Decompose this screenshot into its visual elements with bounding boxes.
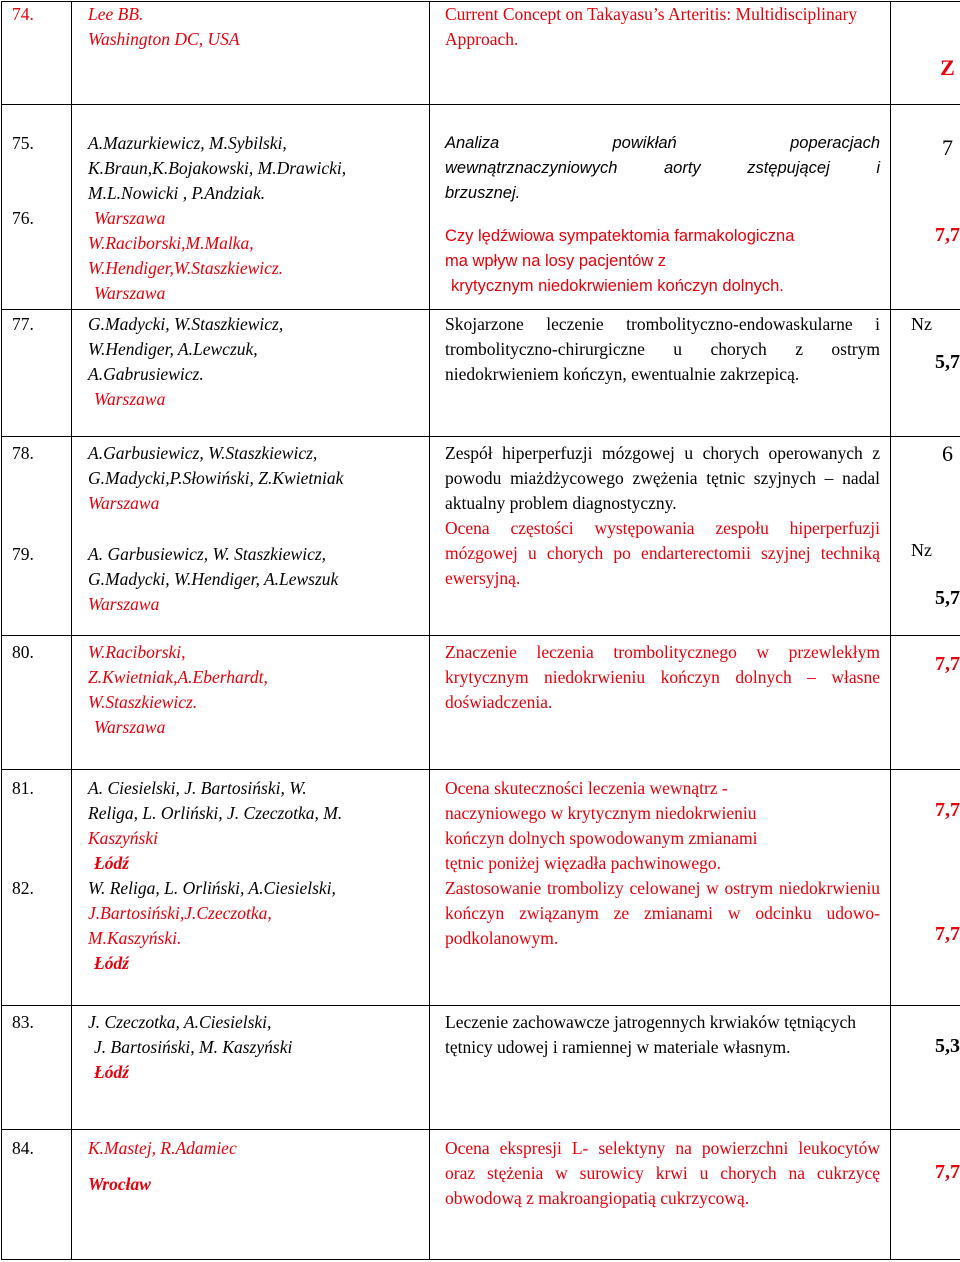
score: 7,7 (935, 799, 960, 821)
authors: K.Mastej, R.Adamiec (88, 1138, 237, 1158)
authors: A.Garbusiewicz, W.Staszkiewicz, (88, 443, 318, 463)
entry-number: 79. (12, 544, 34, 564)
score: 5,7 (935, 587, 960, 609)
entry-number: 80. (12, 642, 34, 662)
entry-number-cell (2, 1130, 72, 1260)
entry-number: 75. (12, 133, 34, 153)
score: 5,3 (935, 1035, 960, 1057)
city: Warszawa (94, 717, 166, 737)
title-cell (430, 636, 891, 770)
city: Warszawa (94, 208, 166, 228)
authors-cell (72, 636, 430, 770)
authors: A.Mazurkiewicz, M.Sybilski, (88, 133, 287, 153)
authors-cell (72, 105, 430, 310)
authors: W.Staszkiewicz. (88, 692, 198, 712)
title: Ocena skuteczności leczenia wewnątrz - (445, 778, 728, 798)
table-row (2, 1130, 960, 1260)
score: 7,7 (935, 1161, 960, 1183)
authors-cell (72, 437, 430, 636)
authors-cell (72, 310, 430, 437)
score-cell (891, 437, 960, 636)
title: Leczenie zachowawcze jatrogennych krwiaków tętniących tętnicy udowej i ramiennej w materiale własnym. (445, 1012, 857, 1057)
city: Łódź (94, 1062, 129, 1082)
title: wewnątrznaczyniowych aorty zstępującej i (445, 159, 880, 177)
title: Znaczenie leczenia trombolitycznego w przewlekłym krytycznym niedokrwieniu kończyn dolnych – własne doświadczenia. (445, 642, 880, 712)
title-cell (430, 770, 891, 1006)
authors: W.Raciborski, (88, 642, 186, 662)
entry-number: 74. (12, 4, 34, 24)
table-row (2, 1006, 960, 1130)
table-row (2, 105, 960, 310)
authors: A. Garbusiewicz, W. Staszkiewicz, (88, 544, 327, 564)
title: kończyn dolnych spowodowanym zmianami (445, 828, 758, 848)
entry-number-cell (2, 310, 72, 437)
not-qualified-mark: Nz (911, 540, 932, 560)
title: tętnic poniżej więzadła pachwinowego. (445, 853, 722, 873)
table-row (2, 2, 960, 105)
authors: Kaszyński (88, 828, 158, 848)
title-cell (430, 2, 891, 105)
title: Ocena częstości występowania zespołu hiperperfuzji mózgowej u chorych po endarterectomii szyjnej techniką ewersyjną. (445, 518, 880, 588)
title: krytycznym niedokrwieniem kończyn dolnych. (451, 277, 784, 295)
city: Warszawa (88, 493, 160, 513)
authors: K.Braun,K.Bojakowski, M.Drawicki, (88, 158, 347, 178)
score: 7 (942, 135, 953, 160)
title: ma wpływ na losy pacjentów z (445, 252, 667, 270)
table-row (2, 310, 960, 437)
score-cell (891, 1130, 960, 1260)
city: Wrocław (88, 1174, 151, 1194)
authors-cell (72, 1130, 430, 1260)
city: Łódź (94, 953, 129, 973)
title-cell (430, 105, 891, 310)
authors: G.Madycki, W.Staszkiewicz, (88, 314, 284, 334)
score-cell (891, 2, 960, 105)
score: 6 (942, 441, 953, 466)
title: brzusznej. (445, 184, 521, 202)
city: Warszawa (94, 389, 166, 409)
score-cell (891, 636, 960, 770)
city: Łódź (94, 853, 129, 873)
entry-number: 78. (12, 443, 34, 463)
title: naczyniowego w krytycznym niedokrwieniu (445, 803, 757, 823)
title-cell (430, 310, 891, 437)
authors: W. Religa, L. Orliński, A.Ciesielski, (88, 878, 336, 898)
score: 7,7 (935, 224, 960, 246)
entry-number: 83. (12, 1012, 34, 1032)
authors-cell (72, 2, 430, 105)
authors: Z.Kwietniak,A.Eberhardt, (88, 667, 268, 687)
title-cell (430, 1006, 891, 1130)
score: 5,7 (935, 351, 960, 373)
city: Warszawa (88, 594, 160, 614)
entry-number-cell (2, 437, 72, 636)
title-cell (430, 437, 891, 636)
entry-number-cell (2, 1006, 72, 1130)
authors: Religa, L. Orliński, J. Czeczotka, M. (88, 803, 343, 823)
table-row (2, 770, 960, 1006)
score-cell (891, 770, 960, 1006)
entry-number-cell (2, 105, 72, 310)
authors-cell (72, 770, 430, 1006)
authors: W.Hendiger, A.Lewczuk, (88, 339, 258, 359)
authors: W.Hendiger,W.Staszkiewicz. (88, 258, 284, 278)
score: Z (940, 55, 955, 80)
score-cell (891, 310, 960, 437)
authors: A. Ciesielski, J. Bartosiński, W. (88, 778, 307, 798)
authors: J.Bartosiński,J.Czeczotka, (88, 903, 272, 923)
authors: Lee BB. (88, 4, 144, 24)
entry-number: 77. (12, 314, 34, 334)
authors: M.Kaszyński. (88, 928, 182, 948)
title: Current Concept on Takayasu’s Arteritis: Multidisciplinary Approach. (445, 4, 858, 49)
city: Washington DC, USA (88, 29, 240, 49)
title: Zespół hiperperfuzji mózgowej u chorych operowanych z powodu miażdżycowego zwężenia tętnic szyjnych – nadal aktualny problem diagnostyczny. (445, 443, 880, 513)
not-qualified-mark: Nz (911, 314, 932, 334)
table-row (2, 636, 960, 770)
entry-number-cell (2, 770, 72, 1006)
title: Zastosowanie trombolizy celowanej w ostrym niedokrwieniu kończyn związanym ze zmianami w odcinku udowo-podkolanowym. (445, 878, 880, 948)
score: 7,7 (935, 923, 960, 945)
conference-abstracts-table (1, 1, 960, 1260)
authors: G.Madycki,P.Słowiński, Z.Kwietniak (88, 468, 344, 488)
authors: A.Gabrusiewicz. (88, 364, 204, 384)
authors: J. Czeczotka, A.Ciesielski, (88, 1012, 272, 1032)
table-row (2, 437, 960, 636)
title: Ocena ekspresji L- selektyny na powierzchni leukocytów oraz stężenia w surowicy krwi u chorych na cukrzycę obwodową z makroangiopatią cukrzycową. (445, 1138, 880, 1208)
entry-number: 82. (12, 878, 34, 898)
entry-number: 84. (12, 1138, 34, 1158)
entry-number: 81. (12, 778, 34, 798)
authors: G.Madycki, W.Hendiger, A.Lewszuk (88, 569, 339, 589)
entry-number-cell (2, 2, 72, 105)
score: 7,7 (935, 653, 960, 675)
city: Warszawa (94, 283, 166, 303)
title: Czy lędźwiowa sympatektomia farmakologiczna (445, 227, 795, 245)
score-cell (891, 105, 960, 310)
title: Analiza powikłań poperacjach (445, 134, 880, 152)
entry-number-cell (2, 636, 72, 770)
entry-number: 76. (12, 208, 34, 228)
authors: W.Raciborski,M.Malka, (88, 233, 254, 253)
title: Skojarzone leczenie trombolityczno-endowaskularne i trombolityczno-chirurgiczne u chorych z ostrym niedokrwieniem kończyn, ewentualnie zakrzepicą. (445, 314, 880, 384)
title-cell (430, 1130, 891, 1260)
authors: M.L.Nowicki , P.Andziak. (88, 183, 266, 203)
authors-cell (72, 1006, 430, 1130)
authors: J. Bartosiński, M. Kaszyński (94, 1037, 293, 1057)
score-cell (891, 1006, 960, 1130)
